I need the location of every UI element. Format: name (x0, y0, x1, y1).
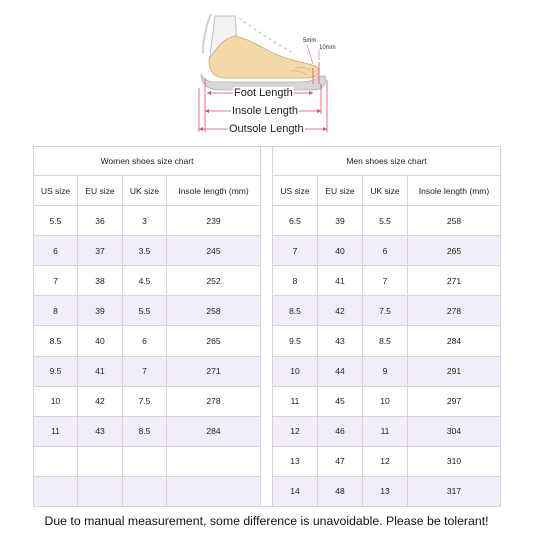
table-cell: 39 (318, 206, 363, 236)
table-cell: 265 (408, 236, 501, 266)
table-cell: 48 (318, 476, 363, 506)
table-cell: 278 (408, 296, 501, 326)
measurement-disclaimer: Due to manual measurement, some difference is unavoidable. Please be tolerant! (44, 514, 489, 528)
table-cell: 47 (318, 446, 363, 476)
table-cell: 9.5 (273, 326, 318, 356)
table-cell: 317 (408, 476, 501, 506)
table-cell (167, 446, 261, 476)
women-size-table (33, 146, 261, 507)
gap-10mm-label: 10mm (319, 45, 336, 51)
men-table-body (273, 147, 501, 507)
men-column-header: Insole length (mm) (408, 176, 501, 206)
women-column-header: EU size (78, 176, 123, 206)
table-cell: 9.5 (34, 356, 78, 386)
table-row (34, 236, 261, 266)
table-cell: 8.5 (34, 326, 78, 356)
table-cell: 43 (318, 326, 363, 356)
table-cell: 8 (273, 266, 318, 296)
table-cell: 8.5 (363, 326, 408, 356)
table-cell: 42 (318, 296, 363, 326)
table-cell: 4.5 (123, 266, 167, 296)
table-cell: 304 (408, 416, 501, 446)
table-cell: 6 (34, 236, 78, 266)
table-row (273, 356, 501, 386)
insole-length-label: Insole Length (232, 105, 299, 117)
men-size-table (272, 146, 501, 507)
table-cell: 40 (78, 326, 123, 356)
table-cell: 12 (363, 446, 408, 476)
table-row (34, 416, 261, 446)
women-column-header: UK size (123, 176, 167, 206)
table-cell: 39 (78, 296, 123, 326)
table-cell: 8.5 (273, 296, 318, 326)
table-cell: 7.5 (123, 386, 167, 416)
men-column-header: EU size (318, 176, 363, 206)
table-row (34, 356, 261, 386)
table-cell: 258 (408, 206, 501, 236)
foot-illustration (195, 8, 345, 138)
table-row (34, 206, 261, 236)
men-table-title: Men shoes size chart (273, 147, 501, 176)
table-cell: 41 (78, 356, 123, 386)
women-table-body (34, 147, 261, 507)
table-cell: 265 (167, 326, 261, 356)
foot-length-label: Foot Length (234, 87, 293, 99)
table-cell: 11 (34, 416, 78, 446)
table-row (273, 326, 501, 356)
table-cell: 291 (408, 356, 501, 386)
size-chart (33, 146, 500, 507)
table-row (273, 206, 501, 236)
table-cell: 3 (123, 206, 167, 236)
table-row (34, 326, 261, 356)
table-cell: 6 (123, 326, 167, 356)
women-column-header: Insole length (mm) (167, 176, 261, 206)
table-cell: 45 (318, 386, 363, 416)
table-cell: 7.5 (363, 296, 408, 326)
table-row (273, 296, 501, 326)
table-cell: 7 (363, 266, 408, 296)
table-row (273, 416, 501, 446)
table-cell: 5.5 (123, 296, 167, 326)
table-cell: 5.5 (34, 206, 78, 236)
table-row (273, 266, 501, 296)
table-cell: 11 (273, 386, 318, 416)
men-column-header: US size (273, 176, 318, 206)
table-cell: 297 (408, 386, 501, 416)
table-cell: 42 (78, 386, 123, 416)
women-table-title: Women shoes size chart (34, 147, 261, 176)
table-cell: 239 (167, 206, 261, 236)
table-cell: 278 (167, 386, 261, 416)
table-cell: 6 (363, 236, 408, 266)
men-column-header: UK size (363, 176, 408, 206)
women-column-header: US size (34, 176, 78, 206)
table-row (273, 236, 501, 266)
table-cell: 310 (408, 446, 501, 476)
table-cell (167, 476, 261, 506)
table-cell: 8.5 (123, 416, 167, 446)
table-cell: 284 (167, 416, 261, 446)
table-cell: 271 (408, 266, 501, 296)
table-row (34, 296, 261, 326)
foot-measurement-diagram (195, 8, 345, 138)
table-gap (260, 146, 272, 507)
table-cell: 12 (273, 416, 318, 446)
table-cell: 13 (273, 446, 318, 476)
table-cell: 13 (363, 476, 408, 506)
table-cell: 40 (318, 236, 363, 266)
table-cell (123, 446, 167, 476)
outsole-length-label: Outsole Length (229, 123, 304, 135)
table-cell: 43 (78, 416, 123, 446)
table-cell: 271 (167, 356, 261, 386)
table-cell: 10 (273, 356, 318, 386)
table-cell: 245 (167, 236, 261, 266)
table-cell: 7 (34, 266, 78, 296)
gap-5mm-label: 5mm (303, 38, 317, 44)
table-cell: 36 (78, 206, 123, 236)
men-header-row (273, 176, 501, 206)
table-cell: 10 (34, 386, 78, 416)
table-row (273, 446, 501, 476)
table-cell: 5.5 (363, 206, 408, 236)
table-cell: 8 (34, 296, 78, 326)
table-cell: 284 (408, 326, 501, 356)
table-cell (123, 476, 167, 506)
table-cell (34, 476, 78, 506)
table-cell (78, 446, 123, 476)
table-cell: 9 (363, 356, 408, 386)
table-row (34, 266, 261, 296)
table-cell: 7 (123, 356, 167, 386)
table-cell: 41 (318, 266, 363, 296)
table-row (34, 386, 261, 416)
table-cell: 3.5 (123, 236, 167, 266)
table-cell (34, 446, 78, 476)
table-cell: 6.5 (273, 206, 318, 236)
table-row (34, 446, 261, 476)
table-cell: 14 (273, 476, 318, 506)
table-cell (78, 476, 123, 506)
table-cell: 37 (78, 236, 123, 266)
table-cell: 38 (78, 266, 123, 296)
table-cell: 10 (363, 386, 408, 416)
table-row (273, 386, 501, 416)
table-cell: 11 (363, 416, 408, 446)
table-cell: 44 (318, 356, 363, 386)
table-cell: 258 (167, 296, 261, 326)
table-row (273, 476, 501, 506)
table-cell: 7 (273, 236, 318, 266)
women-header-row (34, 176, 261, 206)
table-cell: 252 (167, 266, 261, 296)
table-row (34, 476, 261, 506)
table-cell: 46 (318, 416, 363, 446)
